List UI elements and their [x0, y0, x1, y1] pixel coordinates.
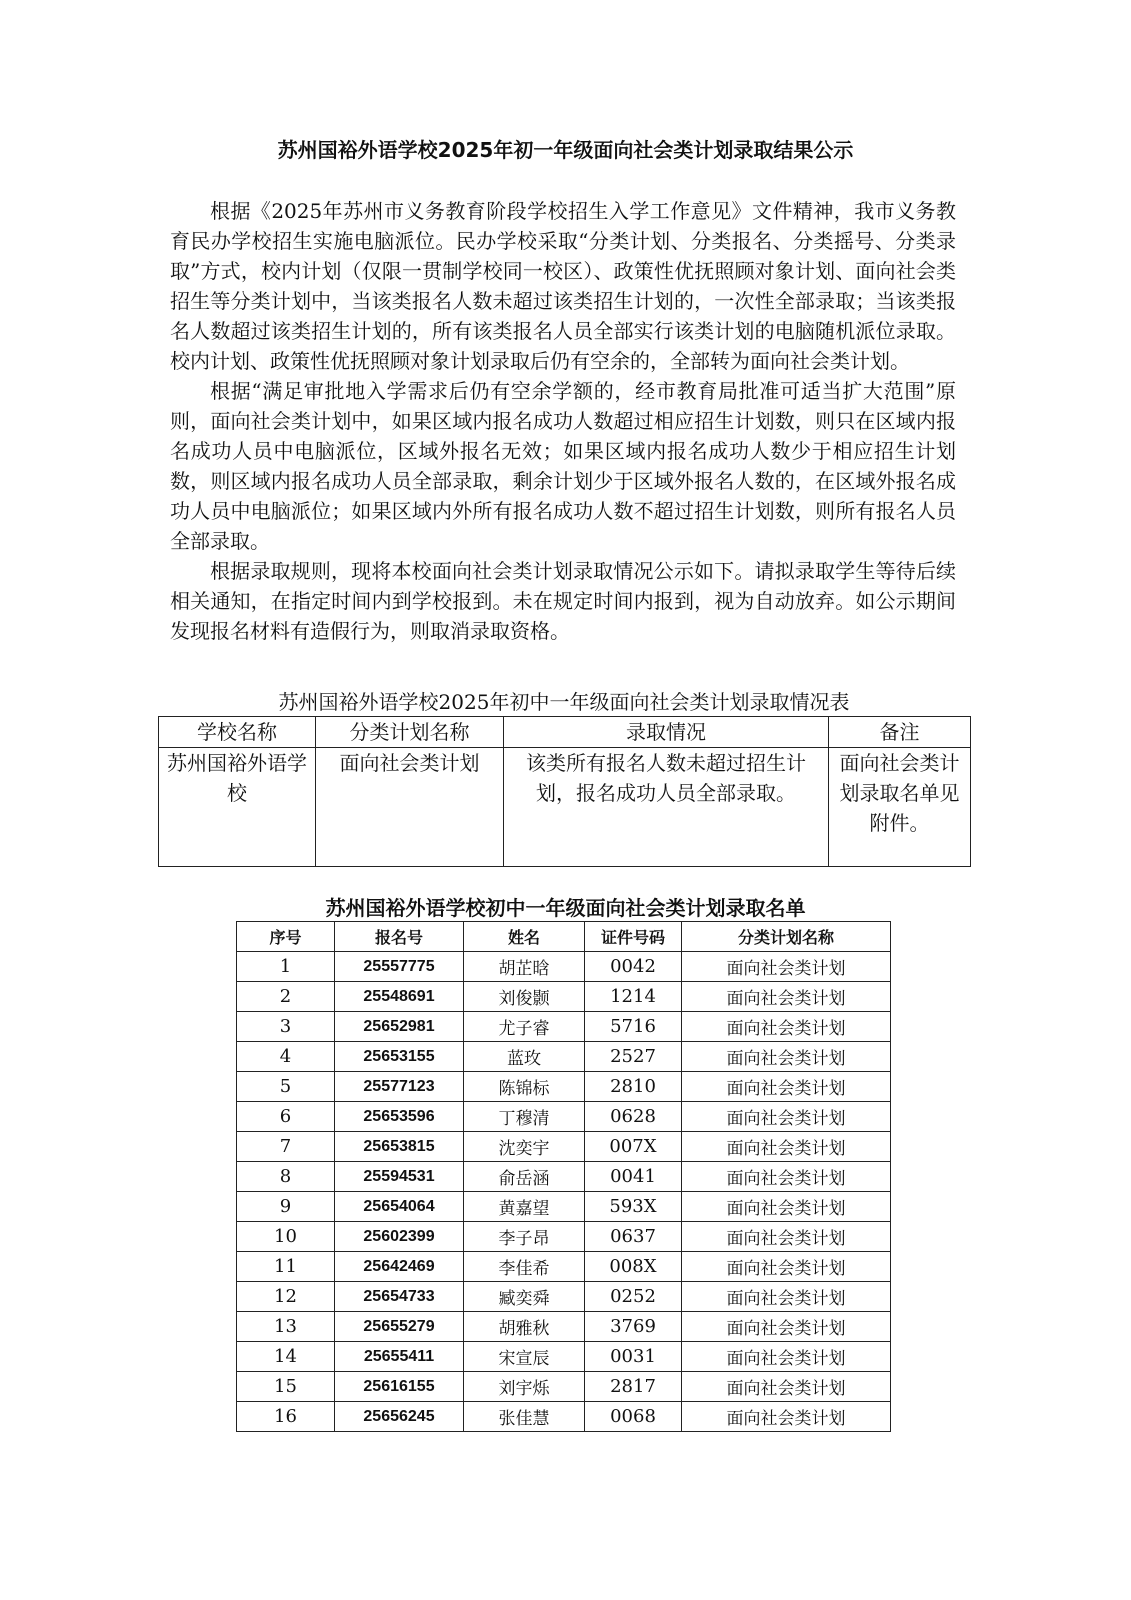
table-row: [237, 1132, 891, 1162]
registration-number-cell: 25557775: [335, 952, 464, 982]
student-name-cell: 刘宇烁: [464, 1372, 585, 1402]
seq-cell: 3: [237, 1012, 335, 1042]
list-table-body: [237, 952, 891, 1432]
header-cell: 分类计划名称: [316, 717, 504, 748]
seq-cell: 14: [237, 1342, 335, 1372]
plan-name-cell: 面向社会类计划: [682, 1372, 891, 1402]
id-number-cell: 5716: [585, 1012, 682, 1042]
seq-cell: 4: [237, 1042, 335, 1072]
id-number-cell: 2527: [585, 1042, 682, 1072]
plan-name-cell: 面向社会类计划: [316, 748, 504, 867]
admission-list-table: [236, 921, 891, 1432]
plan-name-cell: 面向社会类计划: [682, 1012, 891, 1042]
plan-name-cell: 面向社会类计划: [682, 1042, 891, 1072]
table-row: [237, 1282, 891, 1312]
plan-name-cell: 面向社会类计划: [682, 1162, 891, 1192]
table-row: [237, 1072, 891, 1102]
table-row: [237, 952, 891, 982]
seq-cell: 7: [237, 1132, 335, 1162]
id-number-cell: 0041: [585, 1162, 682, 1192]
header-cell: 姓名: [464, 922, 585, 952]
registration-number-cell: 25653815: [335, 1132, 464, 1162]
header-cell: 学校名称: [159, 717, 316, 748]
plan-name-cell: 面向社会类计划: [682, 1192, 891, 1222]
id-number-cell: 0068: [585, 1402, 682, 1432]
remarks-cell: 面向社会类计划录取名单见附件。: [829, 748, 971, 867]
plan-name-cell: 面向社会类计划: [682, 1312, 891, 1342]
table-header-row: [237, 922, 891, 952]
seq-cell: 16: [237, 1402, 335, 1432]
registration-number-cell: 25652981: [335, 1012, 464, 1042]
table-row: [237, 1222, 891, 1252]
header-cell: 备注: [829, 717, 971, 748]
school-name-cell: 苏州国裕外语学校: [159, 748, 316, 867]
id-number-cell: 0042: [585, 952, 682, 982]
seq-cell: 5: [237, 1072, 335, 1102]
table-row: [237, 1192, 891, 1222]
table-row: [237, 1162, 891, 1192]
student-name-cell: 刘俊颢: [464, 982, 585, 1012]
plan-name-cell: 面向社会类计划: [682, 1252, 891, 1282]
registration-number-cell: 25653155: [335, 1042, 464, 1072]
seq-cell: 1: [237, 952, 335, 982]
paragraph: 根据《2025年苏州市义务教育阶段学校招生入学工作意见》文件精神，我市义务教育民办学校招生实施电脑派位。民办学校采取“分类计划、分类报名、分类摇号、分类录取”方式，校内计划（仅限一贯制学校同一校区）、政策性优抚照顾对象计划、面向社会类招生等分类计划中，当该类报名人数未超过该类招生计划的，一次性全部录取；当该类报名人数超过该类招生计划的，所有该类报名人员全部实行该类计划的电脑随机派位录取。校内计划、政策性优抚照顾对象计划录取后仍有空余的，全部转为面向社会类计划。: [170, 199, 956, 373]
student-name-cell: 蓝玫: [464, 1042, 585, 1072]
header-cell: 证件号码: [585, 922, 682, 952]
seq-cell: 9: [237, 1192, 335, 1222]
table-row: [237, 982, 891, 1012]
registration-number-cell: 25642469: [335, 1252, 464, 1282]
registration-number-cell: 25577123: [335, 1072, 464, 1102]
list-table-caption: 苏州国裕外语学校初中一年级面向社会类计划录取名单: [325, 896, 806, 920]
paragraph: 根据录取规则，现将本校面向社会类计划录取情况公示如下。请拟录取学生等待后续相关通知，在指定时间内到学校报到。未在规定时间内报到，视为自动放弃。如公示期间发现报名材料有造假行为，则取消录取资格。: [170, 559, 956, 643]
registration-number-cell: 25655279: [335, 1312, 464, 1342]
plan-name-cell: 面向社会类计划: [682, 1222, 891, 1252]
registration-number-cell: 25594531: [335, 1162, 464, 1192]
seq-cell: 13: [237, 1312, 335, 1342]
id-number-cell: 2810: [585, 1072, 682, 1102]
registration-number-cell: 25602399: [335, 1222, 464, 1252]
student-name-cell: 张佳慧: [464, 1402, 585, 1432]
header-cell: 录取情况: [504, 717, 829, 748]
paragraph: 根据“满足审批地入学需求后仍有空余学额的，经市教育局批准可适当扩大范围”原则，面向社会类计划中，如果区域内报名成功人数超过相应招生计划数，则只在区域内报名成功人员中电脑派位，区域外报名无效；如果区域内报名成功人数少于相应招生计划数，则区域内报名成功人员全部录取，剩余计划少于区域外报名人数的，在区域外报名成功人员中电脑派位；如果区域内外所有报名成功人数不超过招生计划数，则所有报名人员全部录取。: [170, 379, 956, 553]
admission-status-cell: 该类所有报名人数未超过招生计划，报名成功人员全部录取。: [504, 748, 829, 867]
plan-name-cell: 面向社会类计划: [682, 1132, 891, 1162]
summary-table-caption: 苏州国裕外语学校2025年初中一年级面向社会类计划录取情况表: [278, 690, 850, 714]
header-cell: 报名号: [335, 922, 464, 952]
seq-cell: 11: [237, 1252, 335, 1282]
plan-name-cell: 面向社会类计划: [682, 1102, 891, 1132]
registration-number-cell: 25654064: [335, 1192, 464, 1222]
plan-name-cell: 面向社会类计划: [682, 1342, 891, 1372]
table-row: [159, 748, 971, 867]
table-row: [237, 1102, 891, 1132]
student-name-cell: 沈奕宇: [464, 1132, 585, 1162]
student-name-cell: 黄嘉望: [464, 1192, 585, 1222]
document-title: 苏州国裕外语学校2025年初一年级面向社会类计划录取结果公示: [277, 138, 854, 162]
plan-name-cell: 面向社会类计划: [682, 952, 891, 982]
table-row: [237, 1372, 891, 1402]
registration-number-cell: 25655411: [335, 1342, 464, 1372]
id-number-cell: 0252: [585, 1282, 682, 1312]
id-number-cell: 008X: [585, 1252, 682, 1282]
header-cell: 序号: [237, 922, 335, 952]
student-name-cell: 宋宣辰: [464, 1342, 585, 1372]
plan-name-cell: 面向社会类计划: [682, 1402, 891, 1432]
student-name-cell: 臧奕舜: [464, 1282, 585, 1312]
student-name-cell: 丁穆清: [464, 1102, 585, 1132]
registration-number-cell: 25656245: [335, 1402, 464, 1432]
summary-table: [158, 716, 971, 867]
id-number-cell: 2817: [585, 1372, 682, 1402]
id-number-cell: 3769: [585, 1312, 682, 1342]
seq-cell: 10: [237, 1222, 335, 1252]
registration-number-cell: 25653596: [335, 1102, 464, 1132]
plan-name-cell: 面向社会类计划: [682, 1072, 891, 1102]
table-row: [237, 1342, 891, 1372]
seq-cell: 12: [237, 1282, 335, 1312]
seq-cell: 2: [237, 982, 335, 1012]
student-name-cell: 李子昂: [464, 1222, 585, 1252]
table-row: [237, 1042, 891, 1072]
seq-cell: 8: [237, 1162, 335, 1192]
registration-number-cell: 25548691: [335, 982, 464, 1012]
id-number-cell: 007X: [585, 1132, 682, 1162]
id-number-cell: 1214: [585, 982, 682, 1012]
id-number-cell: 0628: [585, 1102, 682, 1132]
seq-cell: 6: [237, 1102, 335, 1132]
id-number-cell: 0637: [585, 1222, 682, 1252]
header-cell: 分类计划名称: [682, 922, 891, 952]
student-name-cell: 胡雅秋: [464, 1312, 585, 1342]
student-name-cell: 俞岳涵: [464, 1162, 585, 1192]
registration-number-cell: 25616155: [335, 1372, 464, 1402]
table-header-row: [159, 717, 971, 748]
plan-name-cell: 面向社会类计划: [682, 1282, 891, 1312]
table-row: [237, 1012, 891, 1042]
table-row: [237, 1312, 891, 1342]
student-name-cell: 尤子睿: [464, 1012, 585, 1042]
table-row: [237, 1252, 891, 1282]
student-name-cell: 李佳希: [464, 1252, 585, 1282]
id-number-cell: 0031: [585, 1342, 682, 1372]
seq-cell: 15: [237, 1372, 335, 1402]
student-name-cell: 胡芷晗: [464, 952, 585, 982]
plan-name-cell: 面向社会类计划: [682, 982, 891, 1012]
body-text: [170, 196, 956, 646]
registration-number-cell: 25654733: [335, 1282, 464, 1312]
student-name-cell: 陈锦标: [464, 1072, 585, 1102]
table-row: [237, 1402, 891, 1432]
id-number-cell: 593X: [585, 1192, 682, 1222]
